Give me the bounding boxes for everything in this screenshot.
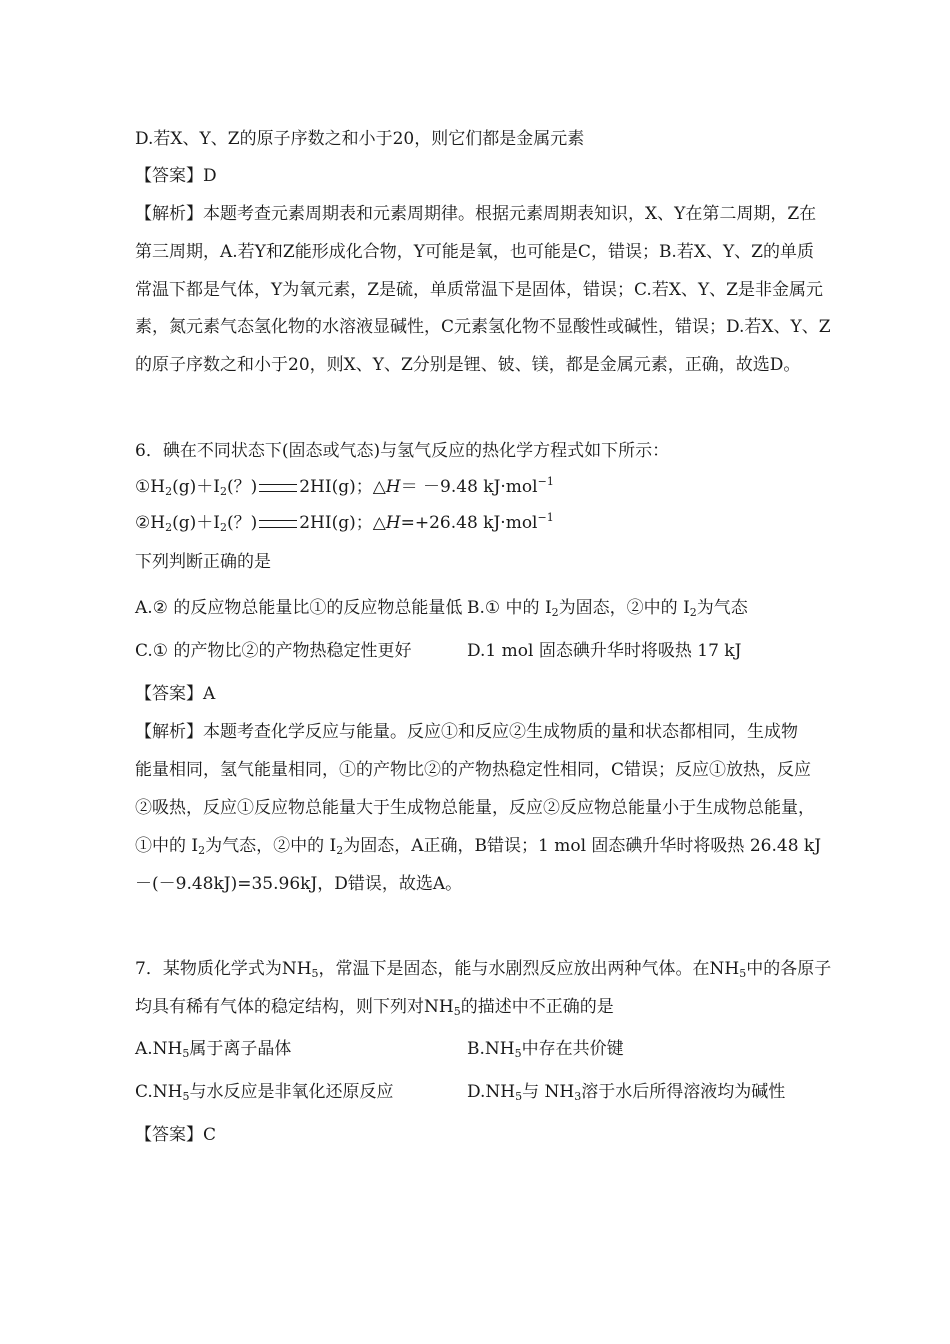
q6-analysis-line-4: ①中的 $I_2$为气态，②中的 $I_2$为固态，A正确，B错误；1 mol 固态碘升华时将吸热 26.48 kJ	[135, 836, 822, 857]
q5-analysis-line-4: 素，氮元素气态氢化物的水溶液显碱性，C元素氢化物不显酸性或碱性，错误；D.若X、Y、Z	[135, 317, 831, 337]
q6-analysis-line-1: 【解析】本题考查化学反应与能量。反应①和反应②生成物质的量和状态都相同，生成物	[135, 722, 798, 742]
q5-option-d: D.若X、Y、Z的原子序数之和小于20，则它们都是金属元素	[135, 129, 585, 149]
q6-equation-1: $①H_2(g)+I_2$(？) 2HI(g)；△H＝ －9.48 kJ·mol$^{-1}$	[135, 475, 554, 498]
q7-stem-line-1: 7．某物质化学式为$NH_5$，常温下是固态，能与水剧烈反应放出两种气体。在$NH_5$中的各原子	[135, 959, 832, 980]
q6-option-c: C.① 的产物比②的产物热稳定性更好	[135, 641, 412, 661]
q5-analysis-line-1: 【解析】本题考查元素周期表和元素周期律。根据元素周期表知识，X、Y在第二周期，Z在	[135, 204, 817, 224]
eq2-number: ②	[135, 513, 151, 533]
q7-option-a: $A.NH_5$属于离子晶体	[135, 1039, 292, 1060]
q5-answer: 【答案】D	[135, 166, 217, 186]
q6-analysis-line-5: －(－9.48kJ)=35.96kJ，D错误，故选A。	[135, 874, 463, 894]
equilibrium-arrow-icon	[259, 484, 297, 492]
equilibrium-arrow-icon	[259, 520, 297, 528]
q6-equation-2: $②H_2(g)+I_2$(？) 2HI(g)；△H=+26.48 kJ·mol$^{-1}$	[135, 511, 554, 534]
q6-option-a: A.② 的反应物总能量比①的反应物总能量低	[135, 598, 463, 618]
q6-option-b: B.① 中的 $I_2$为固态，②中的 $I_2$为气态	[467, 598, 748, 619]
q6-prompt: 下列判断正确的是	[135, 552, 271, 572]
eq1-number: ①	[135, 477, 151, 497]
q7-option-b: $B.NH_5$中存在共价键	[467, 1039, 624, 1060]
q7-stem-line-2: 均具有稀有气体的稳定结构，则下列对$NH_5$的描述中不正确的是	[135, 997, 614, 1018]
q5-analysis-line-2: 第三周期，A.若Y和Z能形成化合物，Y可能是氧，也可能是C，错误；B.若X、Y、Z的单质	[135, 242, 814, 262]
q6-stem: 6．碘在不同状态下(固态或气态)与氢气反应的热化学方程式如下所示：	[135, 441, 670, 461]
q5-analysis-line-3: 常温下都是气体，Y为氧元素，Z是硫，单质常温下是固体，错误；C.若X、Y、Z是非金属元	[135, 280, 823, 300]
q6-analysis-line-2: 能量相同，氢气能量相同，①的产物比②的产物热稳定性相同，C错误；反应①放热，反应	[135, 760, 812, 780]
q7-answer: 【答案】C	[135, 1125, 217, 1145]
q5-analysis-line-5: 的原子序数之和小于20，则X、Y、Z分别是锂、铍、镁，都是金属元素，正确，故选D。	[135, 355, 801, 375]
q6-option-d: D.1 mol 固态碘升华时将吸热 17 kJ	[467, 641, 742, 661]
q6-analysis-line-3: ②吸热，反应①反应物总能量大于生成物总能量，反应②反应物总能量小于生成物总能量，	[135, 798, 815, 818]
q7-option-c: $C.NH_5$与水反应是非氧化还原反应	[135, 1082, 394, 1103]
q6-answer: 【答案】A	[135, 684, 216, 704]
q7-option-d: $D.NH_5$与 $NH_3$溶于水后所得溶液均为碱性	[467, 1082, 786, 1103]
